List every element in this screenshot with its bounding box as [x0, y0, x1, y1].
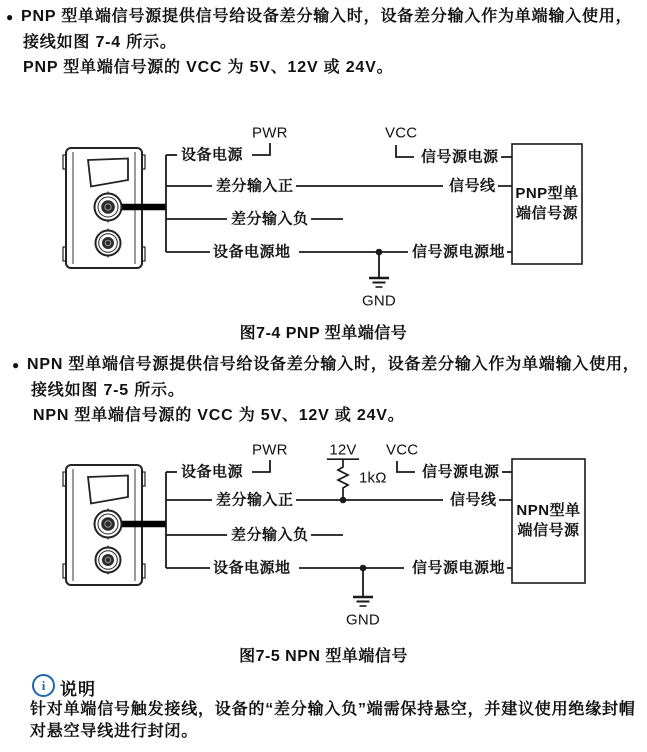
vcc-elbow [397, 461, 415, 472]
note-body: 针对单端信号触发接线，设备的“差分输入负”端需保持悬空，并建议使用绝缘封帽对悬空导线进行封闭。 [30, 701, 636, 740]
pnp-source-box-line1: PNP型单 [515, 185, 579, 202]
device-power-label: 设备电源 [181, 146, 244, 164]
resistor-symbol [338, 459, 348, 500]
npn-wiring-diagram [0, 440, 647, 670]
device-power-label: 设备电源 [181, 463, 244, 481]
pwr-elbow [252, 143, 270, 155]
npn-source-box-line2: 端信号源 [517, 522, 580, 539]
signal-source-power-label: 信号源电源 [421, 148, 499, 166]
figure-7-4-caption: 图7-4 PNP 型单端信号 [239, 325, 408, 342]
info-icon [32, 674, 55, 697]
vcc-label: VCC [386, 441, 419, 459]
pwr-elbow [252, 460, 270, 472]
diff-input-plus-label: 差分输入正 [216, 177, 294, 195]
gnd-label: GND [362, 292, 396, 310]
signal-wire-label: 信号线 [450, 491, 497, 509]
npn-intro-line2: 接线如图 7-5 所示。 [31, 382, 185, 399]
pnp-intro-line1: PNP 型单端信号源提供信号给设备差分输入时，设备差分输入作为单端输入使用， [21, 8, 633, 25]
pwr-label: PWR [252, 441, 288, 459]
vcc-label: VCC [385, 124, 418, 142]
junction-dot-resistor [340, 497, 347, 504]
diff-input-minus-label: 差分输入负 [231, 526, 309, 544]
device-power-ground-label: 设备电源地 [213, 559, 291, 577]
ground-symbol [369, 278, 389, 287]
pnp-source-box-label [512, 144, 582, 264]
npn-source-box-line1: NPN型单 [516, 502, 581, 519]
info-icon-glyph: i [41, 677, 46, 693]
ground-symbol [353, 597, 373, 606]
note-title: 说明 [60, 680, 96, 699]
diff-input-plus-label: 差分输入正 [216, 491, 294, 509]
figure-7-5-caption: 图7-5 NPN 型单端信号 [239, 648, 408, 665]
signal-source-power-ground-label: 信号源电源地 [412, 243, 506, 261]
device-connector-bottom [96, 229, 121, 258]
signal-source-power-ground-label: 信号源电源地 [412, 559, 506, 577]
npn-vcc-line: NPN 型单端信号源的 VCC 为 5V、12V 或 24V。 [33, 407, 405, 424]
signal-wire-label: 信号线 [449, 177, 496, 195]
device-connector-bottom [96, 546, 121, 575]
device-power-ground-label: 设备电源地 [213, 243, 291, 261]
vcc-elbow [396, 145, 414, 157]
pnp-bullet-marker: ● [6, 10, 14, 24]
resistor-value-label: 1kΩ [359, 469, 387, 487]
rail-12v-label: 12V [329, 441, 357, 459]
npn-bullet-marker: ● [12, 358, 20, 372]
npn-intro-line1: NPN 型单端信号源提供信号给设备差分输入时，设备差分输入作为单端输入使用， [27, 356, 640, 373]
device-connector-top [95, 509, 122, 540]
gnd-label: GND [346, 611, 380, 629]
device-connector-top [95, 192, 122, 223]
pnp-intro-line2: 接线如图 7-4 所示。 [23, 34, 177, 51]
pnp-vcc-line: PNP 型单端信号源的 VCC 为 5V、12V 或 24V。 [23, 59, 394, 76]
pnp-wiring-diagram [0, 100, 647, 340]
junction-dot [376, 249, 383, 256]
diff-input-minus-label: 差分输入负 [231, 210, 309, 228]
junction-dot-ground [360, 565, 367, 572]
pnp-source-box-line2: 端信号源 [515, 205, 578, 222]
signal-source-power-label: 信号源电源 [422, 463, 500, 481]
pwr-label: PWR [252, 124, 288, 142]
npn-source-box-label [512, 459, 585, 583]
